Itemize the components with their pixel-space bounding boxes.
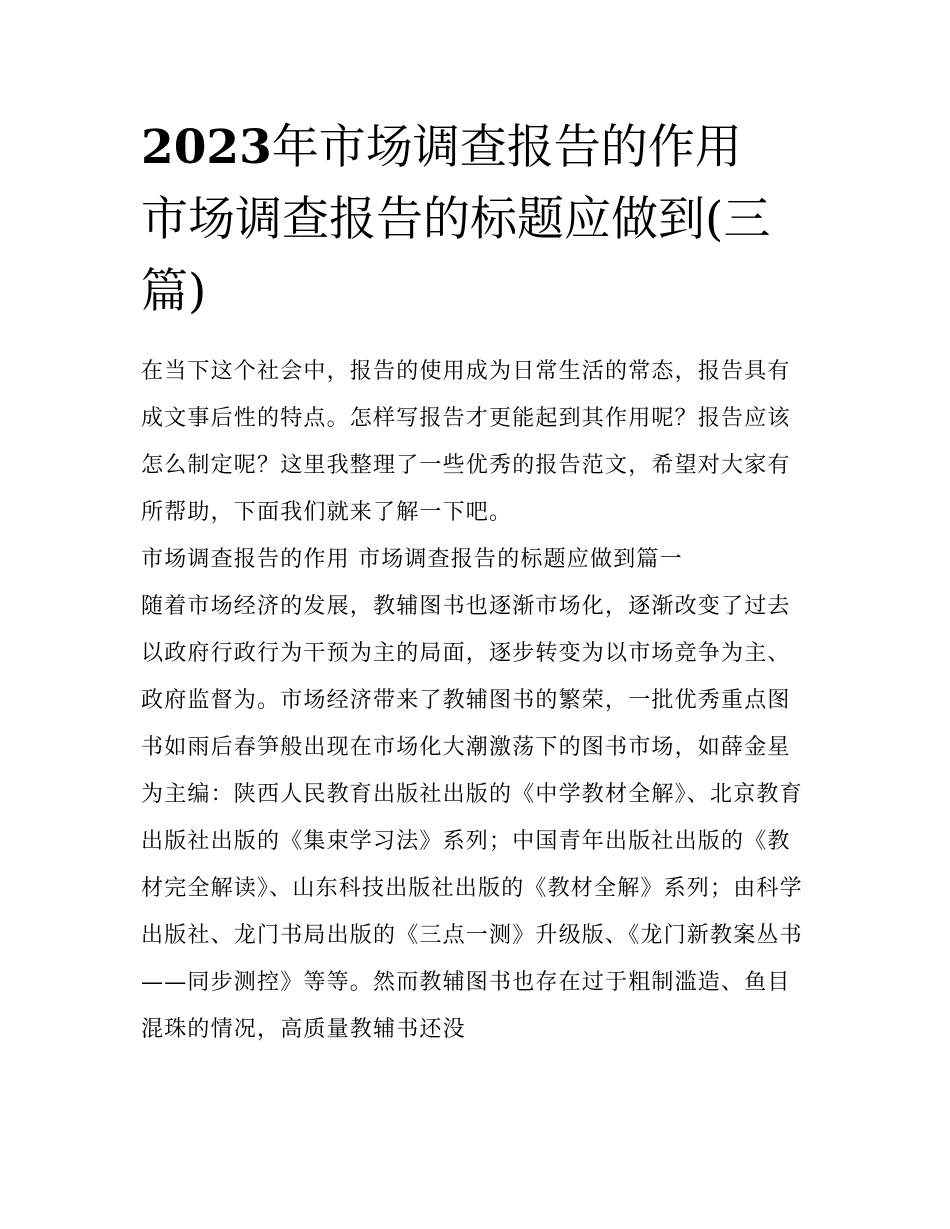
document-content	[141, 112, 813, 1053]
title-line-1-text: 年市场调查报告的作用	[271, 120, 742, 175]
title-year: 2023	[141, 120, 272, 175]
document-title	[141, 112, 813, 328]
document-body	[141, 348, 813, 1053]
title-line-3: 篇)	[141, 264, 207, 319]
section-paragraph: 随着市场经济的发展，教辅图书也逐渐市场化，逐渐改变了过去以政府行政行为干预为主的局面，逐步转变为以市场竞争为主、政府监督为。市场经济带来了教辅图书的繁荣，一批优秀重点图书如雨后春笋般出现在市场化大潮激荡下的图书市场，如薛金星为主编：陕西人民教育出版社出版的《中学教材全解》、北京教育出版社出版的《集束学习法》系列；中国青年出版社出版的《教材完全解读》、山东科技出版社出版的《教材全解》系列；由科学出版社、龙门书局出版的《三点一测》升级版、《龙门新教案丛书——同步测控》等等。然而教辅图书也存在过于粗制滥造、鱼目混珠的情况，高质量教辅书还没	[141, 594, 803, 1042]
section-heading: 市场调查报告的作用 市场调查报告的标题应做到篇一	[141, 547, 683, 572]
intro-paragraph: 在当下这个社会中，报告的使用成为日常生活的常态，报告具有成文事后性的特点。怎样写报告才更能起到其作用呢？报告应该怎么制定呢？这里我整理了一些优秀的报告范文，希望对大家有所帮助，下面我们就来了解一下吧。	[141, 359, 791, 525]
title-line-2: 市场调查报告的标题应做到(三	[141, 192, 771, 247]
title-line-1	[141, 112, 813, 184]
